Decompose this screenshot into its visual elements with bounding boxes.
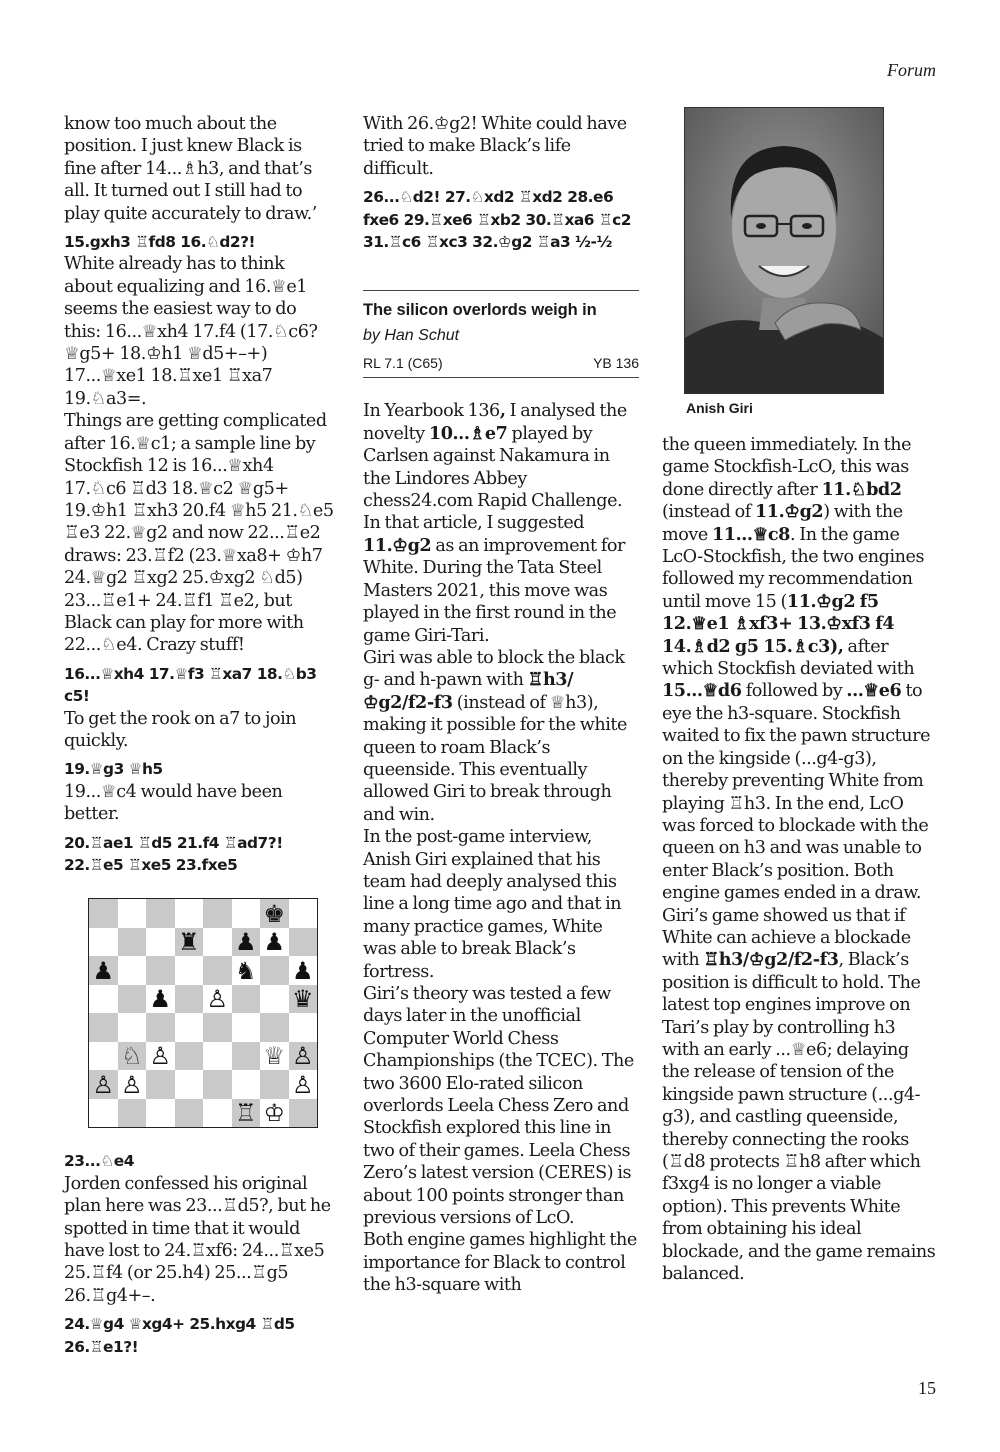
square-b1 bbox=[118, 1099, 147, 1128]
square-h6 bbox=[289, 956, 318, 985]
piece-f6: ♞ bbox=[234, 956, 257, 985]
chess-board bbox=[89, 899, 317, 1127]
square-b5 bbox=[118, 985, 147, 1014]
piece-f7: ♟ bbox=[234, 928, 257, 957]
piece-g3: ♕ bbox=[263, 1042, 285, 1071]
piece-h6: ♟ bbox=[291, 956, 314, 985]
square-b4 bbox=[118, 1013, 147, 1042]
square-g5 bbox=[260, 985, 289, 1014]
square-a1 bbox=[89, 1099, 118, 1128]
column-1-text-after-diagram bbox=[64, 1150, 336, 1358]
piece-h5: ♛ bbox=[291, 985, 314, 1014]
square-h7 bbox=[289, 928, 318, 957]
square-a2 bbox=[89, 1070, 118, 1099]
piece-d7: ♜ bbox=[177, 928, 200, 957]
move-line: 26...♘d2! 27.♘xd2 ♖xd2 28.e6 fxe6 29.♖xe6 ♖xb2 30.♖xa6 ♖c2 31.♖c6 ♖xc3 32.♔g2 ♖a3 ½-½ bbox=[363, 188, 632, 252]
square-c1 bbox=[146, 1099, 175, 1128]
square-d4 bbox=[175, 1013, 204, 1042]
piece-b3: ♘ bbox=[120, 1042, 143, 1071]
article-code-left: RL 7.1 (C65) bbox=[363, 355, 443, 372]
paragraph: know too much about the position. I just knew Black is fine after 14...♗h3, and that’s all. It turned out I still had to play quite accurately to draw.’ bbox=[64, 114, 317, 224]
paragraph: With 26.♔g2! White could have tried to make Black’s life difficult. bbox=[363, 114, 627, 179]
square-g2 bbox=[260, 1070, 289, 1099]
square-f1 bbox=[232, 1099, 261, 1128]
square-e5 bbox=[203, 985, 232, 1014]
square-d2 bbox=[175, 1070, 204, 1099]
move-line: 23...♘e4 bbox=[64, 1152, 134, 1171]
page-number: 15 bbox=[918, 1378, 936, 1398]
piece-b2: ♙ bbox=[120, 1070, 143, 1099]
square-a3 bbox=[89, 1042, 118, 1071]
square-e4 bbox=[203, 1013, 232, 1042]
photo-caption: Anish Giri bbox=[686, 400, 753, 416]
piece-h3: ♙ bbox=[291, 1042, 314, 1071]
square-b7 bbox=[118, 928, 147, 957]
square-h8 bbox=[289, 899, 318, 928]
square-f8 bbox=[232, 899, 261, 928]
move-line: 16...♕xh4 17.♕f3 ♖xa7 18.♘b3 c5! bbox=[64, 664, 317, 706]
square-c4 bbox=[146, 1013, 175, 1042]
square-f3 bbox=[232, 1042, 261, 1071]
piece-h2: ♙ bbox=[291, 1070, 314, 1099]
square-e8 bbox=[203, 899, 232, 928]
square-f2 bbox=[232, 1070, 261, 1099]
square-a7 bbox=[89, 928, 118, 957]
square-f7 bbox=[232, 928, 261, 957]
piece-e5: ♙ bbox=[206, 985, 228, 1014]
paragraph: the queen immediately. In the game Stockfish-LcO, this was done directly after 11.♘bd2 (instead of 11.♔g2) with the move 11...♕c8. In the game LcO-Stockfish, the two engines followed my recommendation until move 15 (11.♔g2 f5 12.♕e1 ♗xf3+ 13.♔xf3 f4 14.♗d2 g5 15.♗c3), after which Stockfish deviated with 15...♕d6 followed by ...♕e6 to eye the h3-square. Stockfish waited to fix the pawn structure on the kingside (...g4-g3), thereby preventing White from playing ♖h3. In the end, LcO was forced to blockade with the queen on h3 and was unable to enter Black’s position. Both engine games ended in a draw. bbox=[662, 435, 931, 904]
paragraph: Both engine games highlight the importance for Black to control the h3-square with bbox=[363, 1230, 637, 1296]
paragraph: Giri was able to block the black g- and h-pawn with ♖h3/♔g2/f2-f3 (instead of ♕h3), making it possible for the white queen to roam Black’s queenside. This eventually allowed Giri to break through and win. bbox=[363, 647, 627, 825]
square-b3 bbox=[118, 1042, 147, 1071]
paragraph: To get the rook on a7 to join quickly. bbox=[64, 708, 297, 751]
square-e3 bbox=[203, 1042, 232, 1071]
move-line: 20.♖ae1 ♖d5 21.f4 ♖ad7?! 22.♖e5 ♖xe5 23.fxe5 bbox=[64, 833, 283, 874]
square-c3 bbox=[146, 1042, 175, 1071]
square-e7 bbox=[203, 928, 232, 957]
column-1-text bbox=[64, 113, 336, 876]
column-2-game-ending bbox=[363, 113, 639, 253]
square-d6 bbox=[175, 956, 204, 985]
square-h1 bbox=[289, 1099, 318, 1128]
square-e1 bbox=[203, 1099, 232, 1128]
piece-c5: ♟ bbox=[149, 985, 171, 1014]
paragraph: Things are getting complicated after 16.♕c1; a sample line by Stockfish 12 is 16...♕xh4 17.♘c6 ♖d3 18.♕c2 ♕g5+ 19.♔h1 ♖xh3 20.f4 ♕h5 21.♘e5 ♖e3 22.♕g2 and now 22...♖e2 draws: 23.♖f2 (23.♕xa8+ ♔h7 24.♕g2 ♖xg2 25.♔xg2 ♘d5) 23...♖e1+ 24.♖f1 ♖e2, but Black can play for more with 22...♘e4. Crazy stuff! bbox=[64, 411, 334, 656]
move-line: 15.gxh3 ♖fd8 16.♘d2?! bbox=[64, 233, 256, 252]
square-g6 bbox=[260, 956, 289, 985]
square-b8 bbox=[118, 899, 147, 928]
piece-g1: ♔ bbox=[263, 1099, 285, 1128]
square-c6 bbox=[146, 956, 175, 985]
square-a4 bbox=[89, 1013, 118, 1042]
square-f4 bbox=[232, 1013, 261, 1042]
square-h4 bbox=[289, 1013, 318, 1042]
paragraph: White already has to think about equalizing and 16.♕e1 seems the easiest way to do this: 16...♕xh4 17.f4 (17.♘c6? ♕g5+ 18.♔h1 ♕d5+–+) 17...♕xe1 18.♖xe1 ♖xa7 19.♘a3=. bbox=[64, 254, 318, 409]
piece-c3: ♙ bbox=[149, 1042, 171, 1071]
article-code-right: YB 136 bbox=[593, 355, 639, 372]
square-f6 bbox=[232, 956, 261, 985]
square-a5 bbox=[89, 985, 118, 1014]
square-d1 bbox=[175, 1099, 204, 1128]
move-line: 24.♕g4 ♕xg4+ 25.hxg4 ♖d5 26.♖e1?! bbox=[64, 1315, 295, 1356]
square-a8 bbox=[89, 899, 118, 928]
article-title: The silicon overlords weigh in bbox=[363, 301, 597, 320]
article-body bbox=[363, 400, 639, 1296]
square-g4 bbox=[260, 1013, 289, 1042]
square-b2 bbox=[118, 1070, 147, 1099]
paragraph: 19...♕c4 would have been better. bbox=[64, 781, 283, 825]
square-d7 bbox=[175, 928, 204, 957]
chess-diagram bbox=[88, 898, 318, 1128]
square-c2 bbox=[146, 1070, 175, 1099]
piece-g8: ♚ bbox=[263, 899, 285, 928]
square-h3 bbox=[289, 1042, 318, 1071]
square-c5 bbox=[146, 985, 175, 1014]
square-h5 bbox=[289, 985, 318, 1014]
square-g1 bbox=[260, 1099, 289, 1128]
article-byline: by Han Schut bbox=[363, 327, 460, 345]
square-f5 bbox=[232, 985, 261, 1014]
portrait-illustration bbox=[685, 108, 883, 393]
piece-a6: ♟ bbox=[92, 956, 114, 985]
piece-a2: ♙ bbox=[92, 1070, 114, 1099]
portrait-photo bbox=[684, 107, 884, 394]
paragraph: Jorden confessed his original plan here was 23...♖d5?, but he spotted in time that it would have lost to 24.♖xf6: 24...♖xe5 25.♖f4 (or 25.h4) 25...♖g5 26.♖g4+–. bbox=[64, 1173, 331, 1306]
square-d5 bbox=[175, 985, 204, 1014]
piece-f1: ♖ bbox=[234, 1099, 257, 1128]
move-line: 19.♕g3 ♕h5 bbox=[64, 760, 163, 779]
article-codes bbox=[363, 355, 639, 378]
paragraph: Giri’s theory was tested a few days later in the unofficial Computer World Chess Championships (the TCEC). The two 3600 Elo-rated silicon overlords Leela Chess Zero and Stockfish explored this line in two of their games. Leela Chess Zero’s latest version (CERES) is about 100 points stronger than previous versions of LcO. bbox=[363, 984, 634, 1229]
square-c8 bbox=[146, 899, 175, 928]
paragraph: In the post-game interview, Anish Giri explained that his team had deeply analysed this line a long time ago and that in many practice games, White was able to break Black’s fortress. bbox=[363, 827, 622, 982]
column-3 bbox=[662, 110, 936, 1285]
section-header: Forum bbox=[887, 60, 936, 80]
square-c7 bbox=[146, 928, 175, 957]
paragraph: In Yearbook 136, I analysed the novelty 10...♗e7 played by Carlsen against Nakamura in the Lindores Abbey chess24.com Rapid Challenge. In that article, I suggested 11.♔g2 as an improvement for White. During the Tata Steel Masters 2021, this move was played in the first round in the game Giri-Tari. bbox=[363, 400, 627, 646]
column-2 bbox=[363, 113, 639, 1297]
piece-g7: ♟ bbox=[263, 928, 285, 957]
square-a6 bbox=[89, 956, 118, 985]
square-h2 bbox=[289, 1070, 318, 1099]
column-3-text bbox=[662, 434, 936, 1285]
column-1 bbox=[64, 113, 336, 1358]
square-d8 bbox=[175, 899, 204, 928]
article-divider bbox=[363, 290, 639, 291]
square-g7 bbox=[260, 928, 289, 957]
paragraph: Giri’s game showed us that if White can achieve a blockade with ♖h3/♔g2/f2-f3, Black’s position is difficult to hold. The latest top engines improve on Tari’s play by controlling h3 with an early ...♕e6; delaying the release of tension of the kingside pawn structure (...g4-g3), and castling queenside, thereby connecting the rooks (♖d8 protects ♖h8 after which f3xg4 is no longer a viable option). This prevents White from obtaining his ideal blockade, and the game remains balanced. bbox=[662, 905, 936, 1285]
square-e6 bbox=[203, 956, 232, 985]
square-g3 bbox=[260, 1042, 289, 1071]
square-g8 bbox=[260, 899, 289, 928]
square-b6 bbox=[118, 956, 147, 985]
square-d3 bbox=[175, 1042, 204, 1071]
square-e2 bbox=[203, 1070, 232, 1099]
